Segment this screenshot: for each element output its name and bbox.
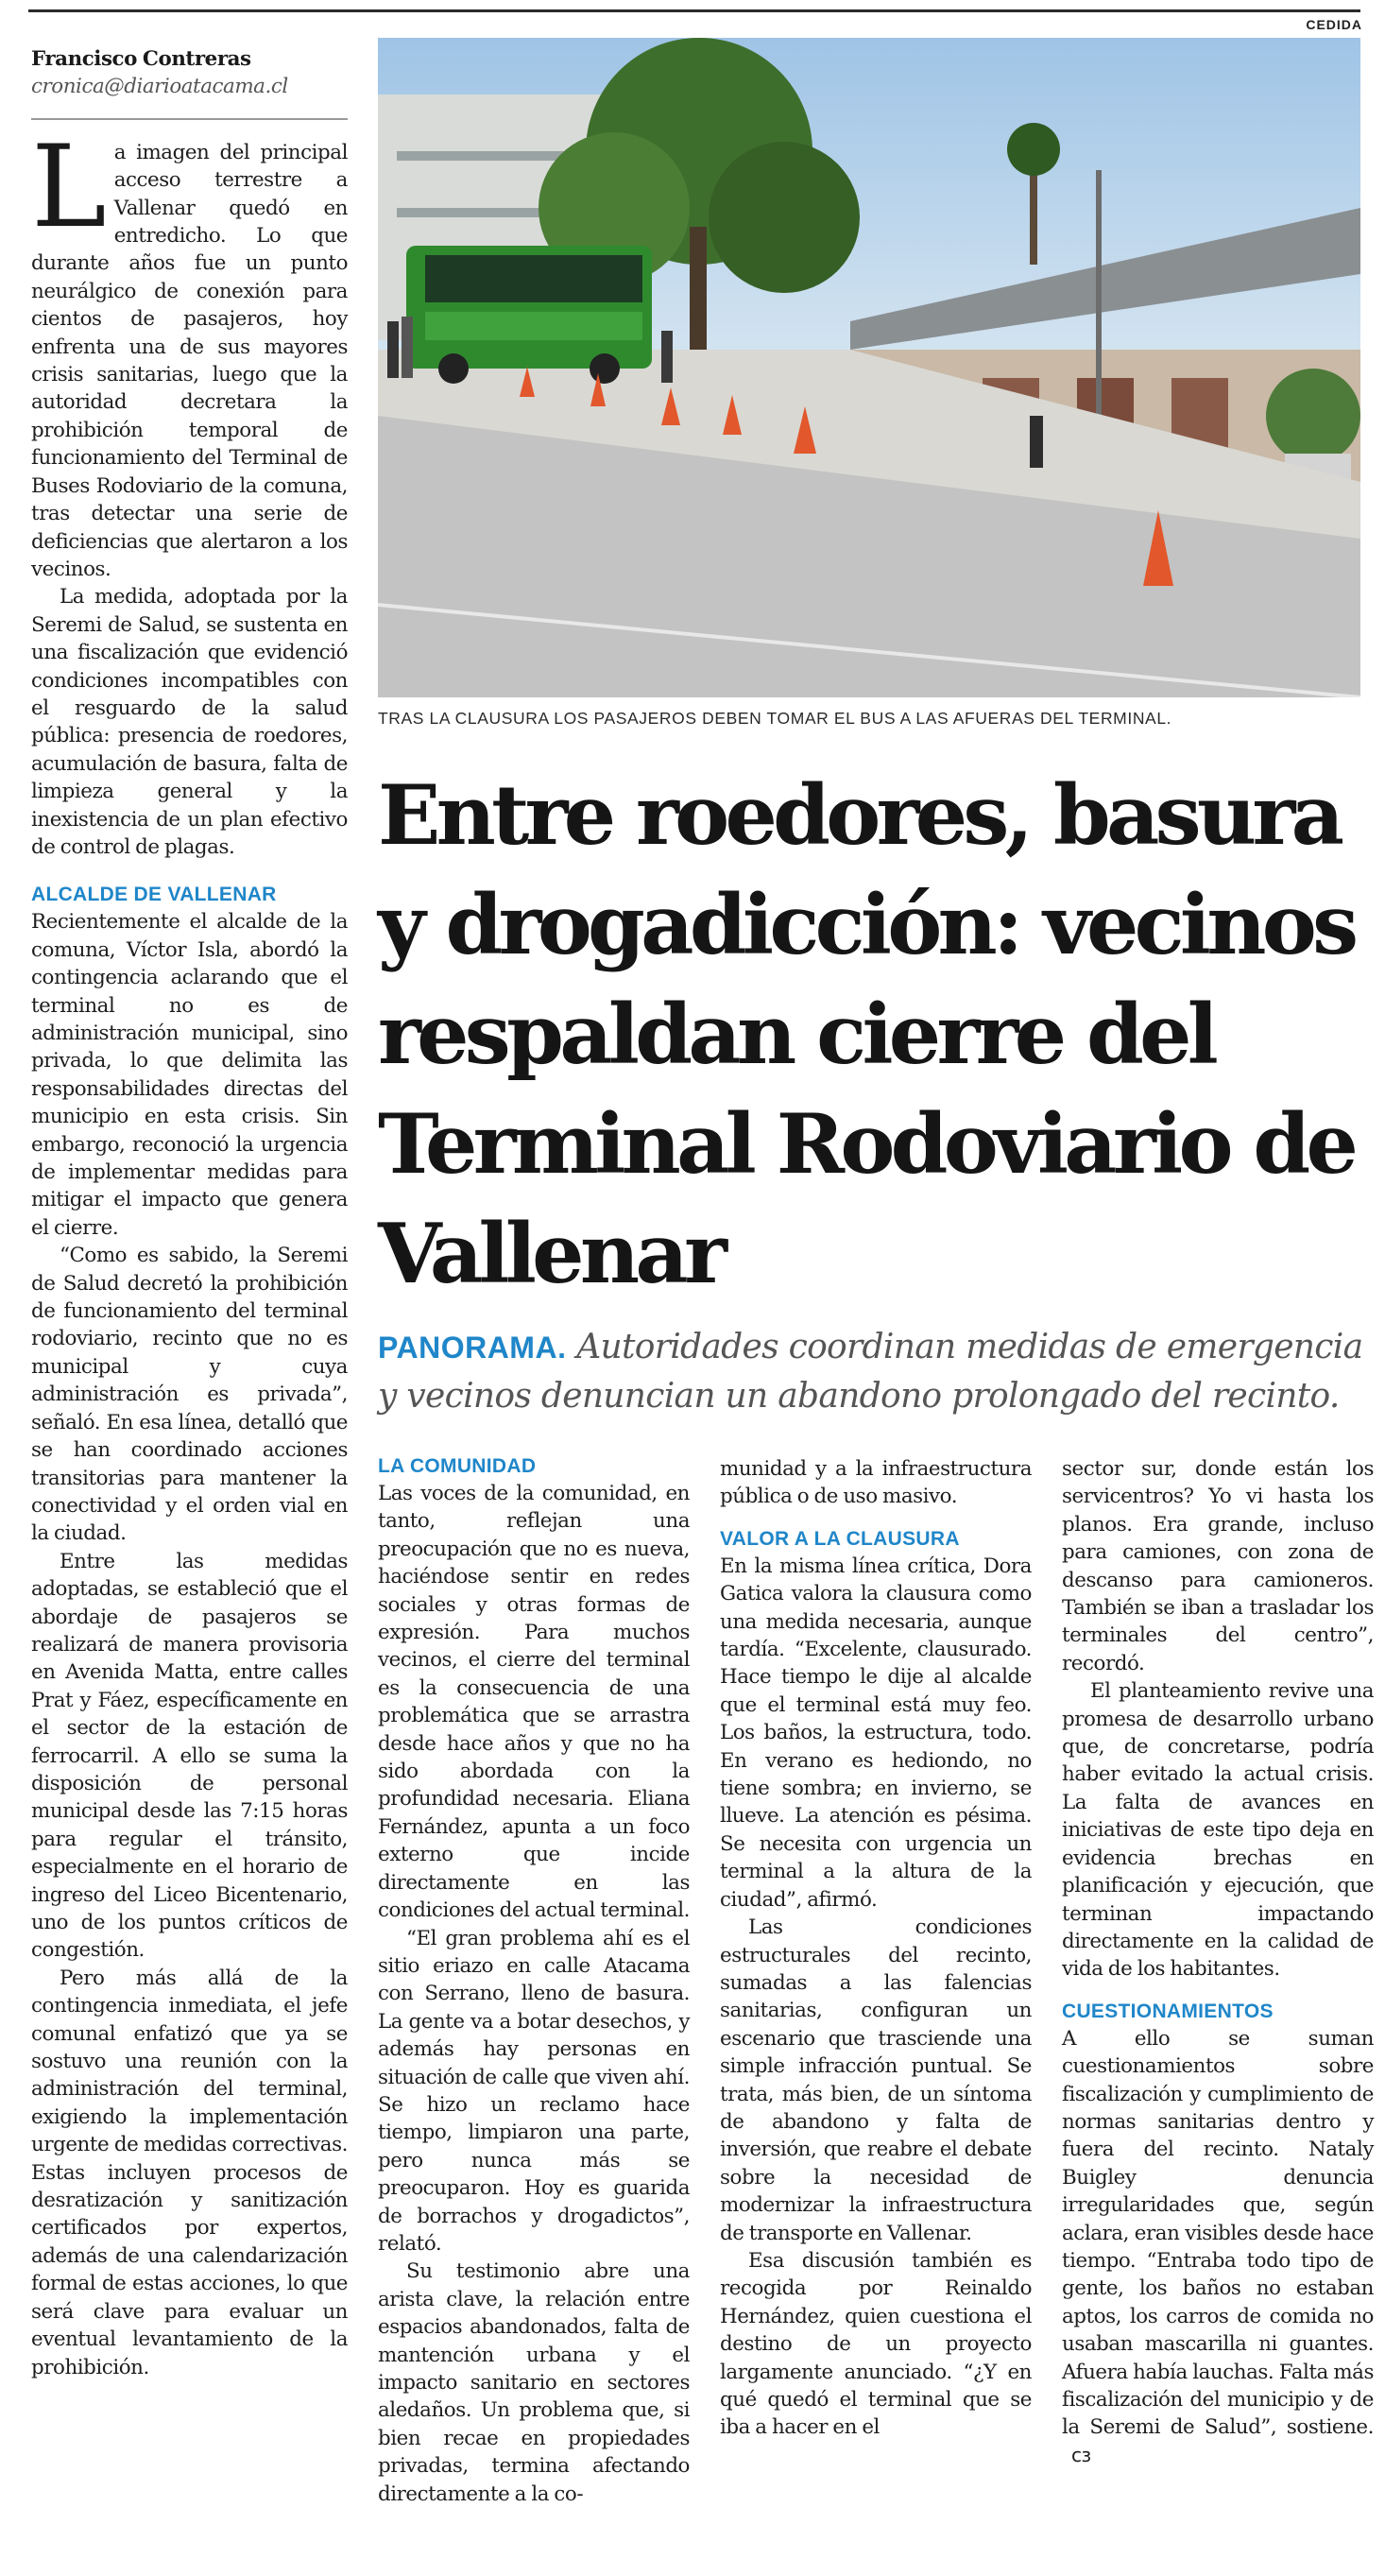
article-column-2 [378,1455,690,2508]
end-mark: cɜ [1071,2443,1091,2466]
deck [378,1323,1379,1421]
green-bus [406,246,652,384]
paragraph: Las voces de la comunidad, en tanto, reflejan una preocupación que no es nueva, haciéndose sentir en redes sociales y otras formas de expresión. Para muchos vecinos, el cierre del terminal es la consecuencia de una problemática que se arrastra desde hace años y que no ha sido abordada con la profundidad necesaria. Eliana Fernández, apunta a un foco externo que incide directamente en las condiciones del actual terminal. [378,1482,690,1923]
author-name: Francisco Contreras [31,47,251,71]
paragraph: En la misma línea crítica, Dora Gatica valora la clausura como una medida necesaria, aunque tardía. “Excelente, clausurado. Hace tiempo le dije al alcalde que el terminal está muy feo. Los baños, la estructura, todo. En verano es hediondo, no tiene sombra; en invierno, se llueve. La atención es pésima. Se necesita con urgencia un terminal a la altura de la ciudad”, afirmó. [720,1554,1032,1912]
paragraph: sector sur, donde están los servicentros? Yo vi hasta los planos. Era grande, incluso para camiones, con zona de descanso para camioneros. También se iban a trasladar los terminales del centro”, recordó. [1062,1457,1374,1675]
paragraph: Entre las medidas adoptadas, se estableció que el abordaje de pasajeros se realizará de manera provisoria en Avenida Matta, entre calles Prat y Fáez, específicamente en el sector de la estación de ferrocarril. A ello se suma la disposición de personal municipal desde las 7:15 horas para regular el tránsito, especialmente en el horario de ingreso del Liceo Bicentenario, uno de los puntos críticos de congestión. [31,1549,348,1963]
section-subhead: LA COMUNIDAD [378,1455,537,1477]
photo-caption: TRAS LA CLAUSURA LOS PASAJEROS DEBEN TOMAR EL BUS A LAS AFUERAS DEL TERMINAL. [378,709,1172,728]
paragraph: Esa discusión también es recogida por Reinaldo Hernández, quien cuestiona el destino de un proyecto largamente anunciado. “¿Y en qué quedó el terminal que se iba a hacer en el [720,2248,1032,2440]
paragraph: munidad y a la infraestructura pública o de uso masivo. [720,1457,1032,1509]
author-email: cronica@diarioatacama.cl [31,75,288,99]
article-column-1 [31,45,348,2381]
headline: Entre roedores, basura y drogadicción: vecinos respaldan cierre del Terminal Rodoviario de Vallenar [378,766,1355,1302]
section-subhead: ALCALDE DE VALLENAR [31,884,277,906]
paragraph: La medida, adoptada por la Seremi de Salud, se sustenta en una fiscalización que evidenció condiciones incompatibles con el resguardo de la salud pública: presencia de roedores, acumulación de basura, falta de limpieza general y la inexistencia de un plan efectivo de control de plagas. [31,585,348,859]
top-rule [28,9,1360,12]
paragraph [1062,2025,1374,2470]
section-subhead: VALOR A LA CLAUSURA [720,1527,960,1550]
paragraph: “Como es sabido, la Seremi de Salud decretó la prohibición de funcionamiento del terminal rodoviario, recinto que no es municipal y cuya administración es privada”, señaló. En esa línea, detalló que se han coordinado acciones transitorias para mantener la conectividad y el orden vial en la ciudad. [31,1244,348,1546]
paragraph: Las condiciones estructurales del recinto, sumadas a las falencias sanitarias, configuran un escenario que trasciende una simple infracción puntual. Se trata, más bien, de un síntoma de abandono y falta de inversión, que reabre el debate sobre la necesidad de modernizar la infraestructura de transporte en Vallenar. [720,1915,1032,2245]
paragraph: “El gran problema ahí es el sitio eriazo en calle Atacama con Serrano, lleno de basura. La gente va a botar desechos, y además hay personas en situación de calle que viven ahí. Se hizo un reclamo hace tiempo, limpiaron una parte, pero nunca más se preocuparon. Hoy es guarida de borrachos y drogadictos”, relató. [378,1926,690,2256]
section-subhead: CUESTIONAMIENTOS [1062,2000,1274,2022]
article-photo [378,38,1360,697]
photo-credit: CEDIDA [1306,17,1362,32]
paragraph-text: A ello se suman cuestionamientos sobre fiscalización y cumplimiento de normas sanitarias dentro y fuera del recinto. Nataly Buigley denuncia irregularidades que, según aclara, eran visibles desde hace tiempo. “Entraba todo tipo de gente, los baños no estaban aptos, los carros de comida no usaban mascarilla ni guantes. Afuera había lauchas. Falta más fiscalización del municipio y de la Seremi de Salud”, sostiene. [1062,2026,1374,2440]
bus-terminal-photo [378,38,1360,697]
article-column-4 [1062,1455,1374,2469]
paragraph: Recientemente el alcalde de la comuna, Víctor Isla, abordó la contingencia aclarando que el terminal no es de administración municipal, sino privada, lo que delimita las responsabilidades directas del municipio en esta crisis. Sin embargo, reconoció la urgencia de implementar medidas para mitigar el impacto que genera el cierre. [31,910,348,1240]
paragraph: El planteamiento revive una promesa de desarrollo urbano que, de concretarse, podría haber evitado la actual crisis. La falta de avances en iniciativas de este tipo deja en evidencia brechas en planificación y ejecución, que terminan impactando directamente en la calidad de vida de los habitantes. [1062,1679,1374,1982]
byline-divider [31,118,348,120]
paragraph: Pero más allá de la contingencia inmediata, el jefe comunal enfatizó que ya se sostuvo una reunión con la administración del terminal, exigiendo la implementación urgente de medidas correctivas. Estas incluyen procesos de desratización y sanitización certificados por expertos, además de una calendarización formal de estas acciones, lo que será clave para evaluar un eventual levantamiento de la prohibición. [31,1966,348,2379]
deck-label: PANORAMA. [378,1331,567,1365]
drop-cap: L [31,121,107,253]
lead-paragraph-block [31,121,348,584]
article-column-3 [720,1455,1032,2442]
lead-paragraph: a imagen del principal acceso terrestre a Vallenar quedó en entredicho. Lo que durante años fue un punto neurálgico de conexión para cientos de pasajeros, hoy enfrenta una de sus mayores crisis sanitarias, luego que la autoridad decretara la prohibición temporal de funcionamiento del Terminal de Buses Rodoviario de la comuna, tras detectar una serie de deficiencias que alertaron a los vecinos. [31,140,348,581]
deck-text: Autoridades coordinan medidas de emergencia y vecinos denuncian un abandono prolongado del recinto. [378,1328,1363,1416]
paragraph: Su testimonio abre una arista clave, la relación entre espacios abandonados, falta de mantención urbana y el impacto sanitario en sectores aledaños. Un problema que, si bien recae en propiedades privadas, termina afectando directamente a la co- [378,2259,690,2506]
